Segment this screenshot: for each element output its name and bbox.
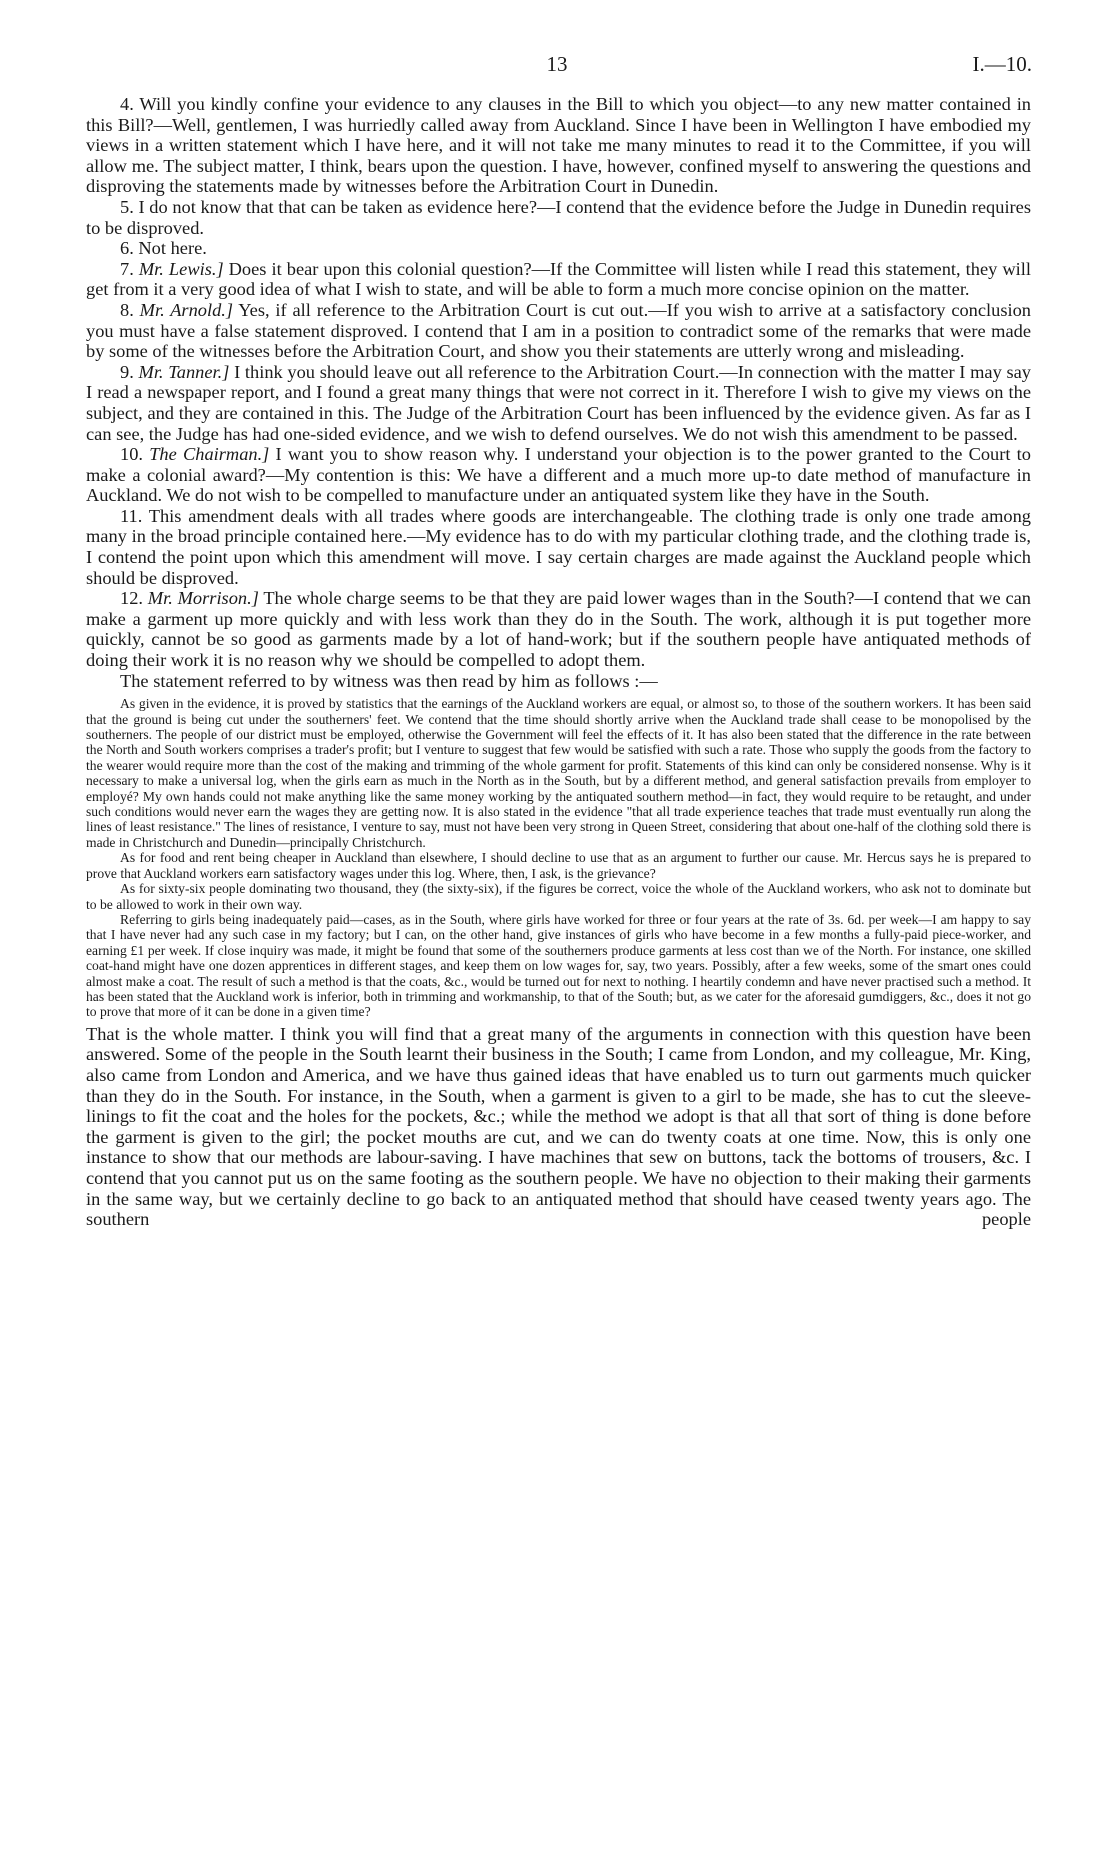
question-number: 4.: [120, 94, 134, 114]
question-number: 10.: [120, 444, 143, 465]
question-text: I think you should leave out all reference to the Arbitration Court.—In connection with the matter I may say I read a newspaper report, and I found a great many things that were not correct in it. Therefore I wish to give my views on the subject, and they are contained in this. The Judge of the Arbitration Court has been influenced by the evidence given. As far as I can see, the Judge has had one-sided evidence, and we wish to defend ourselves. We do not wish this amendment to be passed.: [86, 361, 1031, 444]
question-text: Not here.: [138, 238, 207, 259]
question-paragraph: [86, 197, 1031, 238]
question-paragraph: [86, 238, 1031, 259]
question-paragraph: [86, 259, 1031, 300]
document-reference: I.—10.: [972, 52, 1032, 76]
body-text: [86, 94, 1031, 1230]
question-paragraph: [86, 362, 1031, 444]
question-text: I do not know that that can be taken as evidence here?—I contend that the evidence before the Judge in Dunedin requires to be disproved.: [86, 196, 1031, 238]
question-paragraph: [86, 444, 1031, 506]
speaker-name: The Chairman.]: [149, 444, 270, 465]
question-number: 8.: [120, 299, 134, 320]
statement-intro: The statement referred to by witness was then read by him as follows :—: [120, 670, 658, 691]
statement-paragraph: As for food and rent being cheaper in Auckland than elsewhere, I should decline to use that as an argument to further our cause. Mr. Hercus says he is prepared to prove that Auckland workers earn satisfactory wages under this log. Where, then, I ask, is the grievance?: [86, 850, 1031, 881]
statement-paragraph: As given in the evidence, it is proved by statistics that the earnings of the Auckland workers are equal, or almost so, to those of the southern workers. It has been said that the ground is being cut under the southerners' feet. We contend that the time should shortly arrive when the Auckland trade shall cease to be monopolised by the southerners. The people of our district must be employed, otherwise the Government will feel the effects of it. It has also been stated that the difference in the rate between the North and South workers comprises a trader's profit; but I venture to suggest that few would be satisfied with such a rate. Those who supply the goods from the factory to the wearer would require more than the cost of the making and trimming of the whole garment for profit. Statements of this kind can only be considered nonsense. Why is it necessary to make a universal log, when the girls earn as much in the North as in the South, but by a different method, and general satisfaction prevails from employer to employé? My own hands could not make anything like the same money working by the antiquated southern method—in fact, they would require to be retaught, and under such conditions would never earn the wages they are getting now. It is also stated in the evidence "that all trade experience teaches that trade must eventually run along the lines of least resistance." The lines of resistance, I venture to say, must not have been very strong in Queen Street, considering that about one-half of the clothing sold there is made in Christchurch and Dunedin—principally Christchurch.: [86, 696, 1031, 850]
question-text: Yes, if all reference to the Arbitration Court is cut out.—If you wish to arrive at a satisfactory conclusion you must have a false statement disproved. I contend that I am in a position to contradict some of the remarks that were made by some of the witnesses before the Arbitration Court, and show you their statements are utterly wrong and misleading.: [86, 299, 1032, 362]
page-header: [0, 52, 1114, 82]
question-text: This amendment deals with all trades where goods are interchangeable. The clothing trade is only one trade among many in the broad principle contained here.—My evidence has to do with my particular clothing trade, and the clothing trade is, I contend the point upon which this amendment will move. I say certain charges are made against the Auckland people which should be disproved.: [86, 505, 1031, 588]
question-text: The whole charge seems to be that they are paid lower wages than in the South?—I contend that we can make a garment up more quickly and with less work than they do in the South. The work, although it is put together more quickly, cannot be so good as garments made by a lot of hand-work; but if the southern people have antiquated methods of doing their work it is no reason why we should be compelled to adopt them.: [86, 588, 1031, 671]
question-number: 7.: [120, 258, 134, 279]
closing-paragraph: That is the whole matter. I think you will find that a great many of the arguments in connection with this question have been answered. Some of the people in the South learnt their business in the South; I came from London, and my colleague, Mr. King, also came from London and America, and we have thus gained ideas that have enabled us to turn out garments much quicker than they do in the South. For instance, in the South, when a garment is given to a girl to be made, she has to cut the sleeve-linings to fit the coat and the holes for the pockets, &c.; while the method we adopt is that all that sort of thing is done before the garment is given to the girl; the pocket mouths are cut, and we can do twenty coats at one time. Now, this is only one instance to show that our methods are labour-saving. I have machines that sew on buttons, tack the bottoms of trousers, &c. I contend that you cannot put us on the same footing as the southern people. We have no objection to their making their garments in the same way, but we certainly decline to go back to an antiquated method that should have ceased twenty years ago. The southern people: [86, 1023, 1031, 1230]
question-paragraph: [86, 506, 1031, 588]
question-paragraph: [86, 300, 1031, 362]
question-number: 11.: [120, 505, 143, 526]
speaker-name: Mr. Tanner.]: [138, 361, 230, 382]
speaker-name: Mr. Lewis.]: [138, 258, 224, 279]
question-number: 12.: [120, 588, 143, 609]
page-number: 13: [546, 52, 568, 76]
question-text: Will you kindly confine your evidence to any clauses in the Bill to which you object—to any new matter contained in this Bill?—Well, gentlemen, I was hurriedly called away from Auckland. Since I have been in Wellington I have embodied my views in a written statement which I have here, and it will not take me many minutes to read it to the Committee, if you will allow me. The subject matter, I think, bears upon the question. I have, however, confined myself to answering the questions and disproving the statements made by witnesses before the Arbitration Court in Dunedin.: [86, 94, 1031, 197]
question-paragraph: [86, 588, 1031, 670]
question-paragraph: [86, 94, 1031, 197]
speaker-name: Mr. Morrison.]: [147, 588, 259, 609]
statement-paragraph: As for sixty-six people dominating two thousand, they (the sixty-six), if the figures be correct, voice the whole of the Auckland workers, who ask not to dominate but to be allowed to work in their own way.: [86, 881, 1031, 912]
question-number: 6.: [120, 238, 134, 259]
speaker-name: Mr. Arnold.]: [139, 299, 234, 320]
statement-paragraph: Referring to girls being inadequately paid—cases, as in the South, where girls have worked for three or four years at the rate of 3s. 6d. per week—I am happy to say that I have never had any such case in my factory; but I can, on the other hand, give instances of girls who have become in a few months a fully-paid piece-worker, and earning £1 per week. If close inquiry was made, it might be found that some of the southerners produce garments at less cost than we of the North. For instance, one skilled coat-hand might have one dozen apprentices in different stages, and keep them on low wages for, say, two years. Possibly, after a few weeks, some of the smart ones could almost make a coat. The result of such a method is that the coats, &c., would be turned out for next to nothing. I heartily condemn and have never practised such a method. It has been stated that the Auckland work is inferior, both in trimming and workmanship, to that of the South; but, as we cater for the aforesaid gumdiggers, &c., does it not go to prove that more of it can be done in a given time?: [86, 911, 1031, 1020]
question-number: 5.: [120, 196, 134, 217]
question-text: Does it bear upon this colonial question?—If the Committee will listen while I read this statement, they will get from it a very good idea of what I wish to state, and will be able to form a much more concise opinion on the matter.: [86, 258, 1031, 300]
question-number: 9.: [120, 361, 134, 382]
question-text: I want you to show reason why. I understand your objection is to the power granted to the Court to make a colonial award?—My contention is this: We have a different and a much more up-to date method of manufacture in Auckland. We do not wish to be compelled to manufacture under an antiquated system like they have in the South.: [86, 444, 1031, 506]
